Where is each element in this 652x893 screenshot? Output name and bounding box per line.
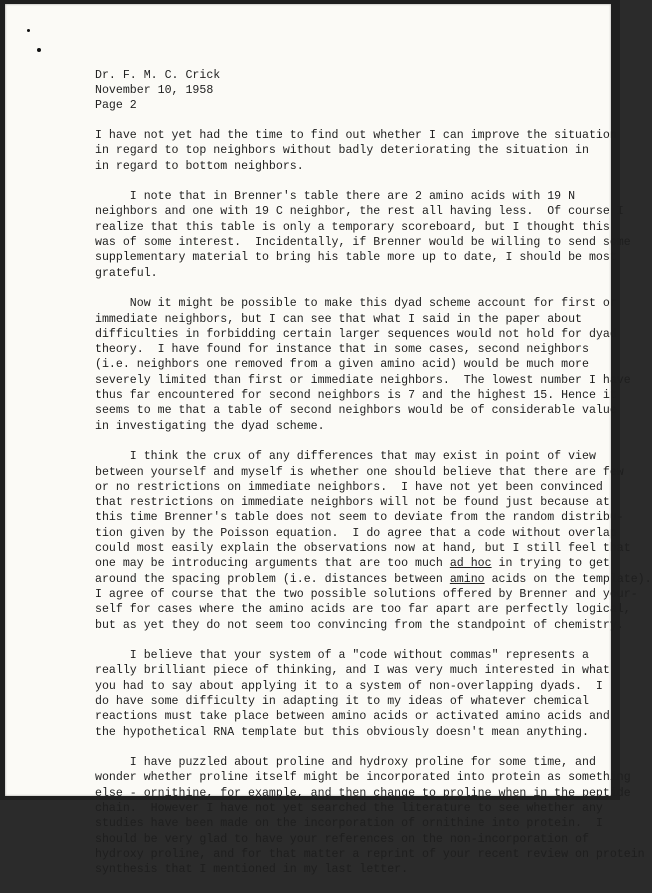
text-line: that restrictions on immediate neighbors will not be found just because at (95, 496, 610, 510)
text-line: thus far encountered for second neighbors is 7 and the highest 15. Hence it (95, 389, 617, 403)
text-line: (i.e. neighbors one removed from a given amino acid) would be much more (95, 358, 589, 372)
punch-mark (37, 48, 41, 52)
text-line: self for cases where the amino acids are too far apart are perfectly logical, (95, 603, 631, 617)
text-line: in investigating the dyad scheme. (95, 419, 325, 433)
text-line: studies have been made on the incorporation of ornithine into protein. I (95, 817, 603, 831)
text-line: one may be introducing arguments that are too much ad hoc in trying to get (95, 557, 610, 571)
text-line: I think the crux of any differences that may exist in point of view (95, 450, 596, 464)
text-line: hydroxy proline, and for that matter a reprint of your recent review on protein (95, 847, 645, 861)
text-line: really brilliant piece of thinking, and I was very much interested in what (95, 664, 610, 678)
text-line: seems to me that a table of second neighbors would be of considerable value (95, 404, 617, 418)
paragraph (95, 128, 617, 174)
underlined-word: ad hoc (449, 557, 492, 571)
paragraph (95, 648, 610, 740)
header-page-number: Page 2 (95, 99, 137, 112)
text-line: should be very glad to have your references on the non-incorporation of (95, 832, 589, 846)
text-line: grateful. (95, 266, 158, 280)
text-line: between yourself and myself is whether one should believe that there are few (95, 465, 624, 479)
paragraph (95, 755, 645, 877)
text-line: but as yet they do not seem too convincing from the standpoint of chemistry. (95, 618, 624, 632)
text-line: I have puzzled about proline and hydroxy proline for some time, and (95, 756, 596, 770)
text-line: neighbors and one with 19 C neighbor, the rest all having less. Of course I (95, 205, 624, 219)
letter-header (95, 68, 220, 113)
text-line: tion given by the Poisson equation. I do agree that a code without overlap (95, 526, 617, 540)
text-line: in regard to top neighbors without badly deteriorating the situation in (95, 144, 589, 158)
text-line: could most easily explain the observations now at hand, but I still feel that (95, 542, 631, 556)
header-date: November 10, 1958 (95, 84, 214, 97)
text-line: synthesis that I mentioned in my last letter. (95, 863, 409, 877)
text-line: I believe that your system of a "code without commas" represents a (95, 649, 589, 663)
text-line: wonder whether proline itself might be incorporated into protein as something (95, 771, 631, 785)
text-line: difficulties in forbidding certain larger sequences would not hold for dyad (95, 327, 617, 341)
text-line: was of some interest. Incidentally, if Brenner would be willing to send some (95, 236, 631, 250)
letter-page (5, 4, 652, 877)
text-line: around the spacing problem (i.e. distances between amino acids on the template). (95, 572, 652, 586)
paragraph (95, 449, 652, 633)
text-line: supplementary material to bring his table more up to date, I should be most (95, 251, 617, 265)
text-line: the hypothetical RNA template but this obviously doesn't mean anything. (95, 725, 589, 739)
text-line: severely limited than first or immediate neighbors. The lowest number I have (95, 373, 631, 387)
text-line: immediate neighbors, but I can see that what I said in the paper about (95, 312, 583, 326)
text-line: do have some difficulty in adapting it to my ideas of whatever chemical (95, 694, 589, 708)
text-line: chain. However I have not yet searched the literature to see whether any (95, 802, 603, 816)
header-recipient: Dr. F. M. C. Crick (95, 69, 221, 82)
text-line: theory. I have found for instance that in some cases, second neighbors (95, 343, 589, 357)
text-line: I note that in Brenner's table there are 2 amino acids with 19 N (95, 190, 576, 204)
text-line: else - ornithine, for example, and then change to proline when in the peptide (95, 786, 631, 800)
text-line: realize that this table is only a temporary scoreboard, but I thought this (95, 220, 610, 234)
underlined-word: amino (449, 572, 485, 586)
letter-body (95, 128, 652, 893)
paragraph (95, 296, 631, 434)
text-line: or no restrictions on immediate neighbors. I have not yet been convinced (95, 480, 603, 494)
text-line: you had to say about applying it to a system of non-overlapping dyads. I (95, 679, 603, 693)
text-line: I agree of course that the two possible solutions offered by Brenner and your- (95, 587, 638, 601)
punch-mark (27, 29, 30, 32)
text-line: this time Brenner's table does not seem to deviate from the random distribu- (95, 511, 624, 525)
text-line: Now it might be possible to make this dyad scheme account for first or (95, 297, 617, 311)
text-line: in regard to bottom neighbors. (95, 159, 304, 173)
paragraph (95, 189, 631, 281)
text-line: reactions must take place between amino acids or activated amino acids and (95, 710, 610, 724)
text-line: I have not yet had the time to find out whether I can improve the situation (95, 129, 617, 142)
